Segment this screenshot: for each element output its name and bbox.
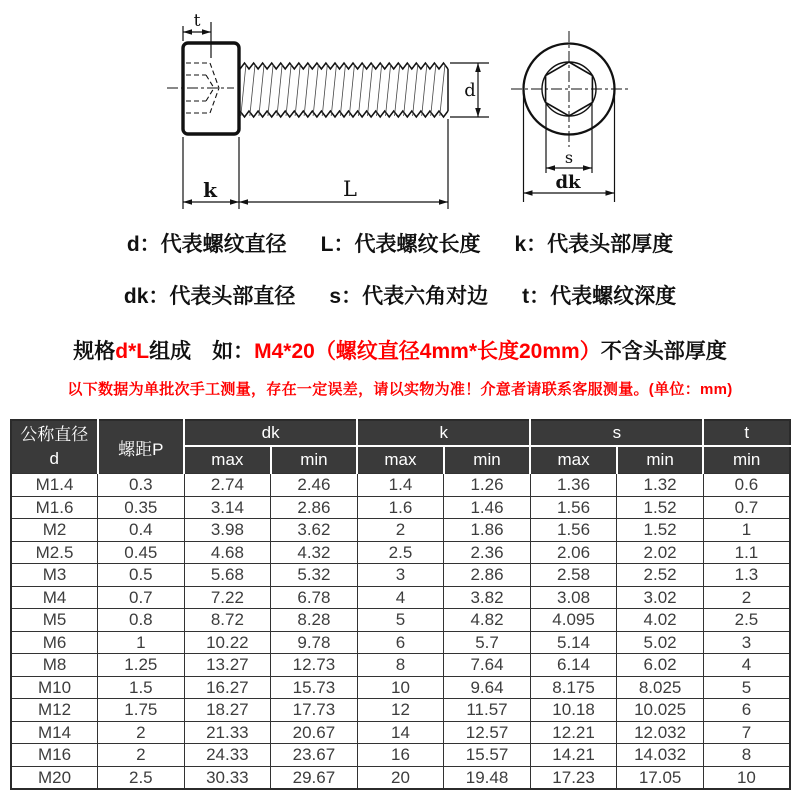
cell-dk-min: 12.73: [271, 654, 358, 677]
cell-dk-min: 29.67: [271, 766, 358, 789]
table-row: [11, 699, 790, 722]
cell-p: 0.7: [98, 586, 185, 609]
cell-d: M2: [11, 519, 98, 542]
dim-label-s: s: [564, 148, 574, 167]
cell-k-min: 5.7: [444, 631, 531, 654]
cell-dk-min: 17.73: [271, 699, 358, 722]
cell-p: 1.75: [98, 699, 185, 722]
cell-s-min: 2.52: [617, 564, 704, 587]
legend-row-2: [0, 285, 800, 309]
cell-s-min: 17.05: [617, 766, 704, 789]
cell-t-min: 0.6: [703, 474, 790, 497]
cell-dk-min: 3.62: [271, 519, 358, 542]
cell-d: M12: [11, 699, 98, 722]
table-row: [11, 586, 790, 609]
cell-s-max: 8.175: [530, 676, 617, 699]
cell-d: M2.5: [11, 541, 98, 564]
cell-dk-max: 4.68: [184, 541, 271, 564]
cell-t-min: 2.5: [703, 609, 790, 632]
cell-k-max: 6: [357, 631, 444, 654]
cell-dk-max: 3.14: [184, 496, 271, 519]
cell-s-max: 2.58: [530, 564, 617, 587]
dimension-spec-table: [10, 419, 791, 790]
cell-k-min: 1.46: [444, 496, 531, 519]
cell-dk-min: 2.46: [271, 474, 358, 497]
header-group-t: t: [703, 420, 790, 446]
cell-t-min: 1.3: [703, 564, 790, 587]
cell-p: 1.5: [98, 676, 185, 699]
cell-dk-max: 13.27: [184, 654, 271, 677]
cell-k-min: 2.86: [444, 564, 531, 587]
table-row: [11, 766, 790, 789]
cell-dk-min: 8.28: [271, 609, 358, 632]
cell-k-max: 5: [357, 609, 444, 632]
cell-s-min: 3.02: [617, 586, 704, 609]
cell-dk-max: 5.68: [184, 564, 271, 587]
header-s-max: max: [530, 446, 617, 474]
cell-k-max: 12: [357, 699, 444, 722]
cell-s-min: 2.02: [617, 541, 704, 564]
spec-format-line: [0, 339, 800, 365]
cell-p: 0.4: [98, 519, 185, 542]
table-row: [11, 721, 790, 744]
legend-item-s: s：代表六角对边: [329, 285, 489, 308]
spec-part-black: 组成 如：: [149, 340, 255, 363]
cell-d: M4: [11, 586, 98, 609]
cell-p: 0.8: [98, 609, 185, 632]
cell-t-min: 2: [703, 586, 790, 609]
cell-d: M8: [11, 654, 98, 677]
legend-row-1: [0, 233, 800, 257]
legend-item-t: t：代表螺纹深度: [522, 285, 677, 308]
cell-k-min: 12.57: [444, 721, 531, 744]
table-row: [11, 676, 790, 699]
cell-dk-max: 18.27: [184, 699, 271, 722]
cell-k-max: 8: [357, 654, 444, 677]
cell-k-min: 19.48: [444, 766, 531, 789]
table-row: [11, 541, 790, 564]
cell-dk-min: 20.67: [271, 721, 358, 744]
header-k-min: min: [444, 446, 531, 474]
cell-p: 2: [98, 721, 185, 744]
cell-t-min: 8: [703, 744, 790, 767]
cell-s-min: 12.032: [617, 721, 704, 744]
cell-s-min: 5.02: [617, 631, 704, 654]
header-group-s: s: [530, 420, 703, 446]
cell-s-min: 1.52: [617, 519, 704, 542]
cell-t-min: 7: [703, 721, 790, 744]
screw-dimension-diagram: [0, 0, 800, 222]
cell-d: M1.4: [11, 474, 98, 497]
table-row: [11, 744, 790, 767]
cell-s-max: 1.36: [530, 474, 617, 497]
cell-d: M20: [11, 766, 98, 789]
cell-s-max: 10.18: [530, 699, 617, 722]
cell-k-max: 10: [357, 676, 444, 699]
legend-item-d: d：代表螺纹直径: [126, 233, 287, 256]
legend-item-L: L：代表螺纹长度: [320, 233, 481, 256]
cell-dk-max: 16.27: [184, 676, 271, 699]
cell-s-min: 14.032: [617, 744, 704, 767]
cell-s-min: 10.025: [617, 699, 704, 722]
thread-hatch-lines: [241, 64, 445, 116]
cell-s-min: 6.02: [617, 654, 704, 677]
cell-s-max: 2.06: [530, 541, 617, 564]
cell-t-min: 0.7: [703, 496, 790, 519]
table-row: [11, 474, 790, 497]
dim-label-L: L: [343, 177, 357, 201]
table-body: [11, 474, 790, 790]
cell-dk-max: 3.98: [184, 519, 271, 542]
cell-s-min: 1.52: [617, 496, 704, 519]
cell-d: M16: [11, 744, 98, 767]
legend-item-dk: dk：代表头部直径: [123, 285, 296, 308]
spec-part-red: d*L: [115, 340, 150, 363]
dim-label-k: k: [203, 178, 217, 202]
cell-dk-max: 10.22: [184, 631, 271, 654]
cell-k-min: 15.57: [444, 744, 531, 767]
cell-p: 0.5: [98, 564, 185, 587]
legend-item-k: k：代表头部厚度: [514, 233, 674, 256]
table-row: [11, 631, 790, 654]
cell-s-max: 12.21: [530, 721, 617, 744]
cell-k-min: 4.82: [444, 609, 531, 632]
cell-t-min: 1.1: [703, 541, 790, 564]
table-row: [11, 564, 790, 587]
header-group-dk: dk: [184, 420, 357, 446]
cell-s-max: 6.14: [530, 654, 617, 677]
cell-k-max: 2: [357, 519, 444, 542]
header-t-min: min: [703, 446, 790, 474]
cell-dk-max: 24.33: [184, 744, 271, 767]
header-dk-max: max: [184, 446, 271, 474]
cell-k-max: 16: [357, 744, 444, 767]
cell-d: M14: [11, 721, 98, 744]
cell-k-max: 4: [357, 586, 444, 609]
table-row: [11, 654, 790, 677]
cell-dk-min: 9.78: [271, 631, 358, 654]
table-row: [11, 496, 790, 519]
cell-dk-min: 2.86: [271, 496, 358, 519]
cell-s-max: 3.08: [530, 586, 617, 609]
cell-t-min: 5: [703, 676, 790, 699]
header-k-max: max: [357, 446, 444, 474]
cell-k-min: 7.64: [444, 654, 531, 677]
cell-s-max: 4.095: [530, 609, 617, 632]
cell-d: M3: [11, 564, 98, 587]
cell-k-max: 1.6: [357, 496, 444, 519]
table-row: [11, 609, 790, 632]
cell-dk-max: 8.72: [184, 609, 271, 632]
cell-d: M10: [11, 676, 98, 699]
cell-s-max: 5.14: [530, 631, 617, 654]
table-header: [11, 420, 790, 474]
dim-label-t: t: [193, 11, 201, 31]
cell-p: 0.35: [98, 496, 185, 519]
dim-label-dk: dk: [555, 172, 581, 193]
cell-s-min: 4.02: [617, 609, 704, 632]
cell-dk-min: 4.32: [271, 541, 358, 564]
cell-t-min: 4: [703, 654, 790, 677]
cell-k-min: 3.82: [444, 586, 531, 609]
cell-k-max: 2.5: [357, 541, 444, 564]
cell-d: M6: [11, 631, 98, 654]
thread-bottom-edge: [240, 111, 448, 117]
cell-t-min: 6: [703, 699, 790, 722]
cell-k-min: 9.64: [444, 676, 531, 699]
header-dk-min: min: [271, 446, 358, 474]
cell-s-max: 17.23: [530, 766, 617, 789]
cell-s-max: 1.56: [530, 496, 617, 519]
cell-s-min: 8.025: [617, 676, 704, 699]
header-s-min: min: [617, 446, 704, 474]
cell-d: M1.6: [11, 496, 98, 519]
cell-dk-max: 2.74: [184, 474, 271, 497]
cell-dk-max: 30.33: [184, 766, 271, 789]
cell-k-max: 3: [357, 564, 444, 587]
cell-d: M5: [11, 609, 98, 632]
cell-k-max: 14: [357, 721, 444, 744]
header-group-k: k: [357, 420, 530, 446]
cell-k-min: 2.36: [444, 541, 531, 564]
cell-dk-min: 6.78: [271, 586, 358, 609]
cell-t-min: 1: [703, 519, 790, 542]
cell-dk-min: 23.67: [271, 744, 358, 767]
cell-k-max: 20: [357, 766, 444, 789]
spec-part-black: 不含头部厚度: [600, 340, 727, 363]
cell-s-max: 1.56: [530, 519, 617, 542]
table-row: [11, 519, 790, 542]
cell-k-min: 1.86: [444, 519, 531, 542]
spec-part-black: 规格: [73, 340, 116, 363]
cell-k-min: 11.57: [444, 699, 531, 722]
cell-p: 1.25: [98, 654, 185, 677]
header-pitch: 螺距P: [98, 420, 185, 474]
cell-p: 2: [98, 744, 185, 767]
spec-part-red: M4*20（螺纹直径4mm*长度20mm）: [254, 340, 601, 363]
disclaimer-text: 以下数据为单批次手工测量，存在一定误差，请以实物为准！介意者请联系客服测量。(单位：mm): [67, 381, 733, 398]
cell-k-max: 1.4: [357, 474, 444, 497]
header-nominal-diameter: 公称直径 d: [11, 420, 98, 474]
cell-t-min: 3: [703, 631, 790, 654]
cell-dk-max: 7.22: [184, 586, 271, 609]
dim-label-d: d: [464, 80, 476, 101]
cell-t-min: 10: [703, 766, 790, 789]
cell-dk-min: 5.32: [271, 564, 358, 587]
cell-s-max: 14.21: [530, 744, 617, 767]
cell-p: 0.3: [98, 474, 185, 497]
cell-p: 1: [98, 631, 185, 654]
cell-p: 0.45: [98, 541, 185, 564]
cell-p: 2.5: [98, 766, 185, 789]
cell-dk-min: 15.73: [271, 676, 358, 699]
thread-top-edge: [240, 63, 448, 69]
cell-k-min: 1.26: [444, 474, 531, 497]
cell-s-min: 1.32: [617, 474, 704, 497]
cell-dk-max: 21.33: [184, 721, 271, 744]
